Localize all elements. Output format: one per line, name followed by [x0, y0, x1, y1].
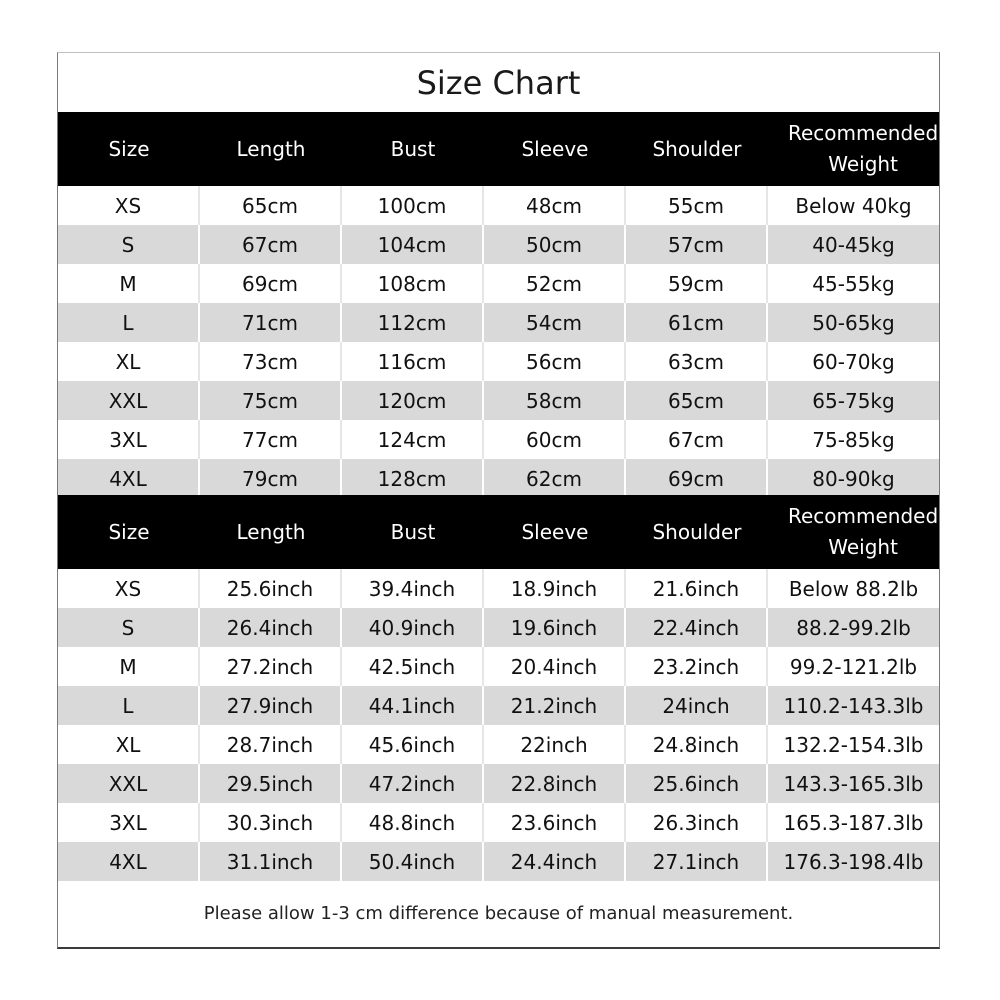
cell-bust: 116cm: [342, 342, 484, 381]
table-row: [58, 569, 939, 608]
cell-shoulder: 61cm: [626, 303, 768, 342]
cell-sleeve: 24.4inch: [484, 842, 626, 881]
cell-recommended-weight: 60-70kg: [768, 342, 939, 381]
header-recommended-weight: Recommended Weight: [788, 121, 939, 176]
table-row: [58, 381, 939, 420]
cell-recommended-weight: 65-75kg: [768, 381, 939, 420]
cell-recommended-weight: 143.3-165.3lb: [768, 764, 939, 803]
cell-size: XXL: [58, 764, 200, 803]
table-row: [58, 764, 939, 803]
cell-length: 30.3inch: [200, 803, 342, 842]
cell-sleeve: 21.2inch: [484, 686, 626, 725]
cell-length: 25.6inch: [200, 569, 342, 608]
cell-shoulder: 63cm: [626, 342, 768, 381]
cell-bust: 128cm: [342, 459, 484, 498]
cell-length: 29.5inch: [200, 764, 342, 803]
cell-sleeve: 60cm: [484, 420, 626, 459]
cell-size: 4XL: [58, 459, 200, 498]
header-shoulder: Shoulder: [652, 136, 742, 161]
cell-bust: 40.9inch: [342, 608, 484, 647]
cell-recommended-weight: 176.3-198.4lb: [768, 842, 939, 881]
measurement-note: Please allow 1-3 cm difference because of manual measurement.: [203, 903, 794, 924]
cell-shoulder: 65cm: [626, 381, 768, 420]
cell-length: 77cm: [200, 420, 342, 459]
header-shoulder: Shoulder: [652, 519, 742, 544]
cell-size: S: [58, 225, 200, 264]
cell-recommended-weight: 50-65kg: [768, 303, 939, 342]
cell-size: 3XL: [58, 420, 200, 459]
cell-sleeve: 62cm: [484, 459, 626, 498]
cell-recommended-weight: 40-45kg: [768, 225, 939, 264]
cell-bust: 124cm: [342, 420, 484, 459]
cell-sleeve: 19.6inch: [484, 608, 626, 647]
cell-sleeve: 22.8inch: [484, 764, 626, 803]
cm-table-body: [58, 186, 939, 498]
cell-bust: 42.5inch: [342, 647, 484, 686]
cell-size: L: [58, 686, 200, 725]
cell-length: 79cm: [200, 459, 342, 498]
cell-recommended-weight: 110.2-143.3lb: [768, 686, 939, 725]
table-row: [58, 459, 939, 498]
cell-recommended-weight: 99.2-121.2lb: [768, 647, 939, 686]
header-bust: Bust: [390, 519, 436, 544]
cell-length: 65cm: [200, 186, 342, 225]
cell-recommended-weight: Below 88.2lb: [768, 569, 939, 608]
cell-sleeve: 52cm: [484, 264, 626, 303]
header-size: Size: [108, 136, 150, 161]
cell-sleeve: 56cm: [484, 342, 626, 381]
cell-bust: 39.4inch: [342, 569, 484, 608]
cell-bust: 45.6inch: [342, 725, 484, 764]
cell-length: 73cm: [200, 342, 342, 381]
cell-recommended-weight: 88.2-99.2lb: [768, 608, 939, 647]
cell-size: L: [58, 303, 200, 342]
cell-size: S: [58, 608, 200, 647]
size-chart: [57, 52, 940, 949]
cell-shoulder: 26.3inch: [626, 803, 768, 842]
table-row: [58, 342, 939, 381]
cell-bust: 120cm: [342, 381, 484, 420]
header-length: Length: [236, 136, 306, 161]
cell-size: XS: [58, 569, 200, 608]
table-row: [58, 420, 939, 459]
cm-table: [58, 112, 939, 498]
cell-size: XL: [58, 725, 200, 764]
table-row: [58, 803, 939, 842]
table-row: [58, 647, 939, 686]
cell-shoulder: 57cm: [626, 225, 768, 264]
header-length: Length: [236, 519, 306, 544]
cell-shoulder: 24.8inch: [626, 725, 768, 764]
cell-size: XS: [58, 186, 200, 225]
table-row: [58, 225, 939, 264]
cell-length: 69cm: [200, 264, 342, 303]
cm-table-header: [58, 112, 939, 186]
cell-shoulder: 22.4inch: [626, 608, 768, 647]
cell-bust: 50.4inch: [342, 842, 484, 881]
cell-length: 75cm: [200, 381, 342, 420]
cell-bust: 100cm: [342, 186, 484, 225]
cell-shoulder: 27.1inch: [626, 842, 768, 881]
cell-length: 27.2inch: [200, 647, 342, 686]
cell-recommended-weight: 45-55kg: [768, 264, 939, 303]
cell-recommended-weight: 165.3-187.3lb: [768, 803, 939, 842]
header-bust: Bust: [390, 136, 436, 161]
cell-sleeve: 22inch: [484, 725, 626, 764]
cell-size: 3XL: [58, 803, 200, 842]
cell-sleeve: 20.4inch: [484, 647, 626, 686]
cell-bust: 112cm: [342, 303, 484, 342]
cell-sleeve: 18.9inch: [484, 569, 626, 608]
header-size: Size: [108, 519, 150, 544]
cell-length: 67cm: [200, 225, 342, 264]
cell-bust: 48.8inch: [342, 803, 484, 842]
cell-size: XXL: [58, 381, 200, 420]
cell-length: 27.9inch: [200, 686, 342, 725]
cell-shoulder: 25.6inch: [626, 764, 768, 803]
chart-title: Size Chart: [416, 63, 581, 102]
cell-bust: 108cm: [342, 264, 484, 303]
table-row: [58, 842, 939, 881]
cell-recommended-weight: 80-90kg: [768, 459, 939, 498]
cell-sleeve: 23.6inch: [484, 803, 626, 842]
cell-shoulder: 69cm: [626, 459, 768, 498]
cell-bust: 44.1inch: [342, 686, 484, 725]
header-sleeve: Sleeve: [521, 136, 589, 161]
cell-recommended-weight: 132.2-154.3lb: [768, 725, 939, 764]
cell-shoulder: 21.6inch: [626, 569, 768, 608]
header-sleeve: Sleeve: [521, 519, 589, 544]
cell-sleeve: 54cm: [484, 303, 626, 342]
cell-length: 26.4inch: [200, 608, 342, 647]
cell-sleeve: 58cm: [484, 381, 626, 420]
inch-table-header: [58, 495, 939, 569]
table-row: [58, 186, 939, 225]
inch-table: [58, 495, 939, 881]
cell-length: 71cm: [200, 303, 342, 342]
cell-size: 4XL: [58, 842, 200, 881]
cell-shoulder: 23.2inch: [626, 647, 768, 686]
cell-length: 28.7inch: [200, 725, 342, 764]
cell-size: M: [58, 647, 200, 686]
cell-bust: 47.2inch: [342, 764, 484, 803]
table-row: [58, 725, 939, 764]
cell-size: M: [58, 264, 200, 303]
table-row: [58, 303, 939, 342]
inch-table-body: [58, 569, 939, 881]
cell-shoulder: 67cm: [626, 420, 768, 459]
header-recommended-weight: Recommended Weight: [788, 504, 939, 559]
cell-shoulder: 55cm: [626, 186, 768, 225]
cell-shoulder: 59cm: [626, 264, 768, 303]
cell-recommended-weight: 75-85kg: [768, 420, 939, 459]
cell-sleeve: 48cm: [484, 186, 626, 225]
cell-size: XL: [58, 342, 200, 381]
table-row: [58, 264, 939, 303]
cell-recommended-weight: Below 40kg: [768, 186, 939, 225]
cell-shoulder: 24inch: [626, 686, 768, 725]
cell-length: 31.1inch: [200, 842, 342, 881]
table-row: [58, 608, 939, 647]
cell-sleeve: 50cm: [484, 225, 626, 264]
table-row: [58, 686, 939, 725]
cell-bust: 104cm: [342, 225, 484, 264]
